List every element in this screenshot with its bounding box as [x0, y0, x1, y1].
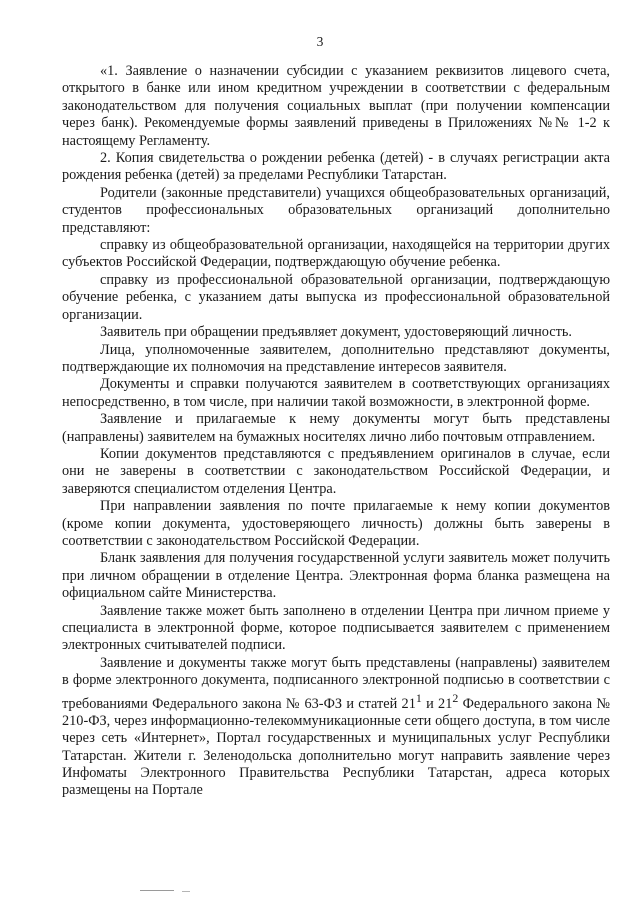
superscript-1: 1	[415, 690, 422, 705]
paragraph-5: справку из профессиональной образовательной организации, подтверждающую обучение ребенка, с указанием даты выпуска из профессиональной образовательной организации.	[62, 271, 610, 323]
superscript-2: 2	[452, 690, 459, 705]
paragraph-12: Бланк заявления для получения государственной услуги заявитель может получить при личном обращении в отделение Центра. Электронная форма бланка размещена на официальном сайте Министерства.	[62, 550, 610, 602]
scan-artifact	[140, 890, 174, 891]
paragraph-8: Документы и справки получаются заявителем в соответствующих организациях непосредственно, в том числе, при наличии такой возможности, в электронной форме.	[62, 376, 610, 410]
scan-artifact-2	[182, 891, 190, 892]
paragraph-6: Заявитель при обращении предъявляет документ, удостоверяющий личность.	[100, 324, 572, 341]
paragraph-14-part-1: Заявление и документы также могут быть представлены (направлены) заявителем в форме электронного документа, подписанного электронной подписью в соответствии с требованиями Федерального закона № 63-ФЗ и статей 21	[62, 654, 610, 712]
page-number: 3	[316, 34, 324, 49]
paragraph-3: Родители (законные представители) учащихся общеобразовательных организаций, студентов профессиональных образовательных организаций дополнительно представляют:	[62, 184, 610, 236]
paragraph-4: справку из общеобразовательной организации, находящейся на территории других субъектов Российской Федерации, подтверждающую обучение ребенка.	[62, 237, 610, 271]
paragraph-10: Копии документов представляются с предъявлением оригиналов в случае, если они не заверены в соответствии с законодательством Российской Федерации, и заверяются специалистом отделения Центра.	[62, 445, 610, 497]
paragraph-14	[62, 655, 610, 800]
paragraph-14-part-3: Федерального закона № 210-ФЗ, через информационно-телекоммуникационные сети общего доступа, в том числе через сеть «Интернет», Портал государственных и муниципальных услуг Республики Татарстан. Жители г. Зеленодольска дополнительно могут направить заявление через Инфоматы Электронного Правительства Республики Татарстан, адреса которых размещены на Портале	[62, 695, 610, 799]
paragraph-11: При направлении заявления по почте прилагаемые к нему копии документов (кроме копии документа, удостоверяющего личность) должны быть заверены в соответствии с законодательством Российской Федерации.	[62, 498, 610, 549]
document-body	[62, 63, 610, 800]
paragraph-13: Заявление также может быть заполнено в отделении Центра при личном приеме у специалиста в электронной форме, которое подписывается заявителем с применением электронных считывателей подписи.	[62, 602, 610, 654]
paragraph-2: 2. Копия свидетельства о рождении ребенка (детей) - в случаях регистрации акта рождения ребенка (детей) за пределами Республики Татарстан.	[62, 150, 610, 184]
paragraph-14-part-2: и 21	[421, 695, 453, 712]
paragraph-7: Лица, уполномоченные заявителем, дополнительно представляют документы, подтверждающие их полномочия на представление интересов заявителя.	[62, 341, 610, 375]
paragraph-1: «1. Заявление о назначении субсидии с указанием реквизитов лицевого счета, открытого в банке или ином кредитном учреждении в соответствии с федеральным законодательством для получения социальных выплат (при получении компенсации через банк). Рекомендуемые формы заявлений приведены в Приложениях №№ 1-2 к настоящему Регламенту.	[62, 63, 610, 149]
paragraph-9: Заявление и прилагаемые к нему документы могут быть представлены (направлены) заявителем на бумажных носителях лично либо почтовым отправлением.	[62, 411, 610, 445]
